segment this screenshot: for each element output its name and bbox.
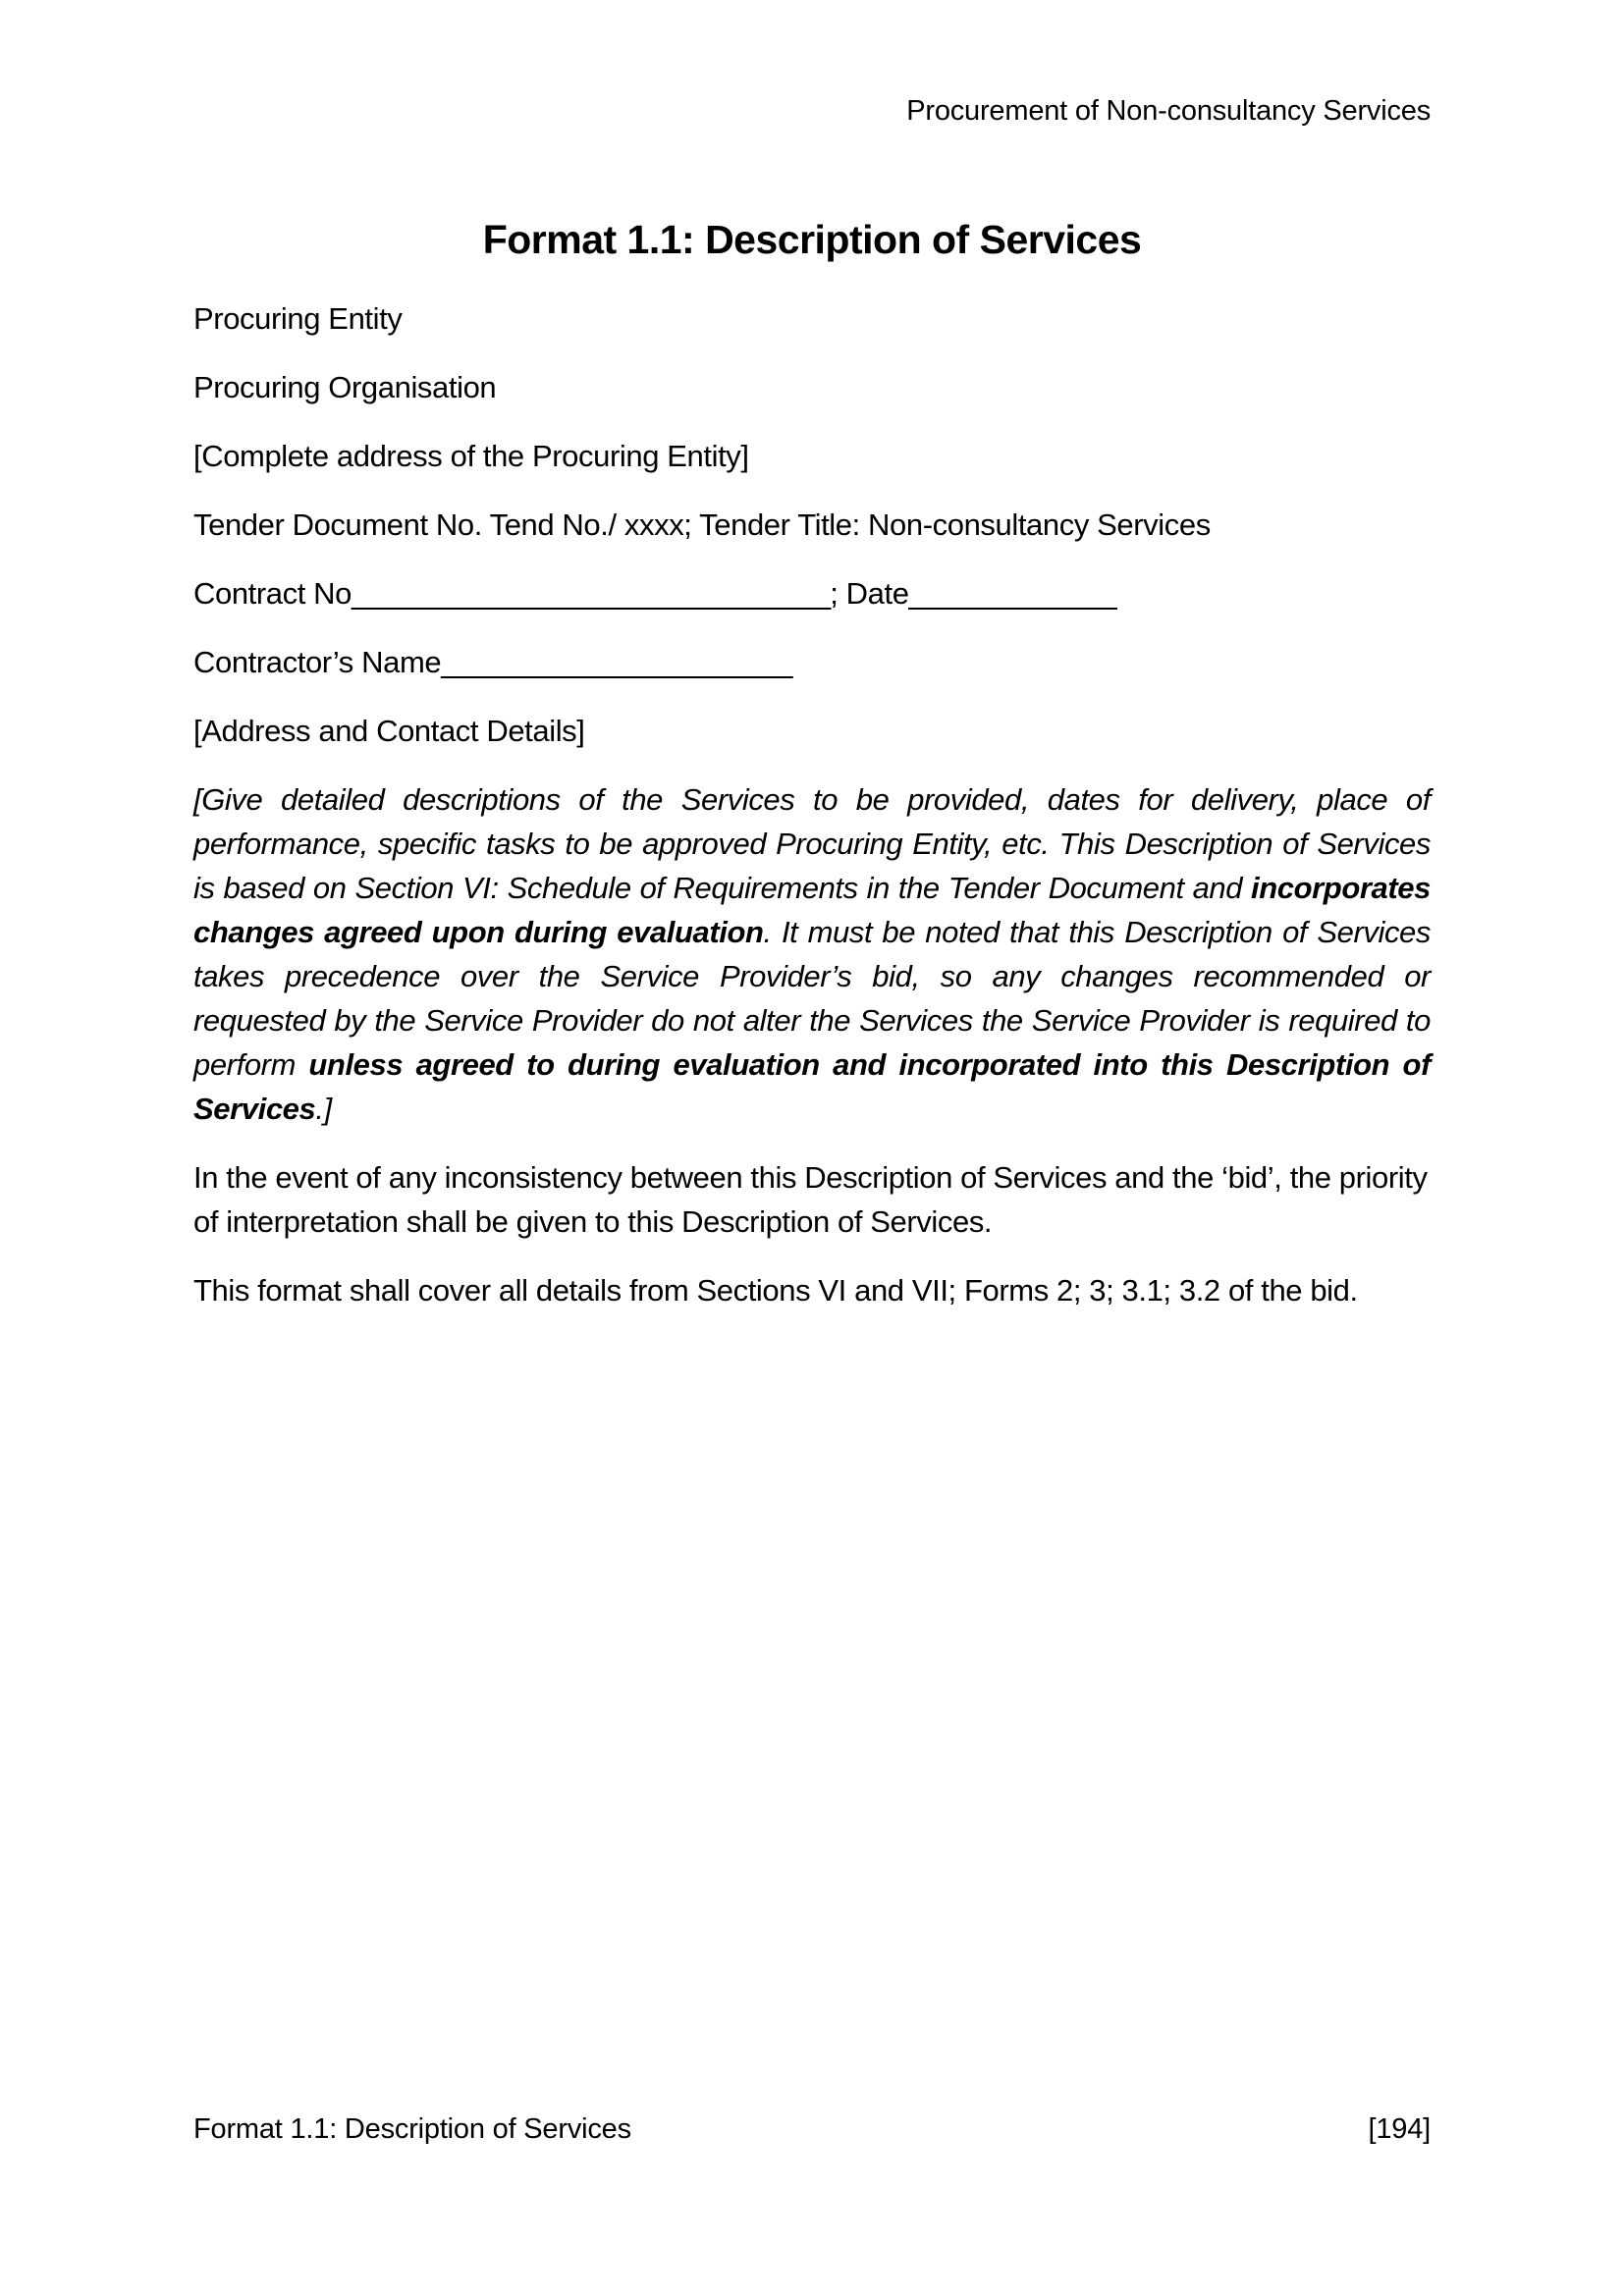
page-footer (193, 2112, 1431, 2146)
running-header-text: Procurement of Non-consultancy Services (906, 95, 1431, 127)
page-header (193, 0, 1431, 128)
coverage-paragraph: This format shall cover all details from Sections VI and VII; Forms 2; 3; 3.1; 3.2 of the bid. (193, 1273, 1358, 1308)
footer-title: Format 1.1: Description of Services (193, 2113, 631, 2145)
contractor-name-blank: ______________________ (441, 645, 792, 679)
document-body (193, 296, 1431, 1312)
procuring-organisation-line: Procuring Organisation (193, 370, 497, 404)
contractor-name-label: Contractor’s Name (193, 645, 442, 679)
date-blank: _____________ (908, 576, 1116, 611)
procuring-entity-line: Procuring Entity (193, 301, 403, 336)
description-instructions-note (193, 777, 1431, 1131)
procuring-address-placeholder: [Complete address of the Procuring Entity] (193, 439, 749, 473)
document-title: Format 1.1: Description of Services (482, 217, 1142, 262)
note-segment-bold: unless agreed to during evaluation and incorporated into this Description of Services (193, 1047, 1431, 1126)
footer-page-number: [194] (1368, 2113, 1431, 2145)
note-segment-bold: incorporates changes agreed upon during evaluation (193, 871, 1431, 949)
note-segment: . It must be noted that this Description of Services takes precedence over the Service Provider’s bid, so any changes recommended or requested by the Service Provider do not alter the Services the Service Provider is required to perform (193, 915, 1431, 1082)
contract-no-label: Contract No (193, 576, 352, 611)
contract-no-blank: ______________________________ (352, 576, 831, 611)
inconsistency-paragraph: In the event of any inconsistency between this Description of Services and the ‘bid’, the priority of interpretation shall be given to this Description of Services. (193, 1160, 1428, 1239)
date-label: ; Date (830, 576, 909, 611)
tender-document-line: Tender Document No. Tend No./ xxxx; Tender Title: Non-consultancy Services (193, 507, 1211, 542)
contractor-name-line (193, 640, 1431, 684)
contact-details-placeholder: [Address and Contact Details] (193, 714, 585, 748)
note-segment: .] (315, 1092, 332, 1126)
contract-no-line (193, 571, 1431, 615)
note-segment: [Give detailed descriptions of the Services to be provided, dates for delivery, place of performance, specific tasks to be approved Procuring Entity, etc. This Description of Services is based on Section VI: Schedule of Requirements in the Tender Document and (193, 782, 1431, 905)
